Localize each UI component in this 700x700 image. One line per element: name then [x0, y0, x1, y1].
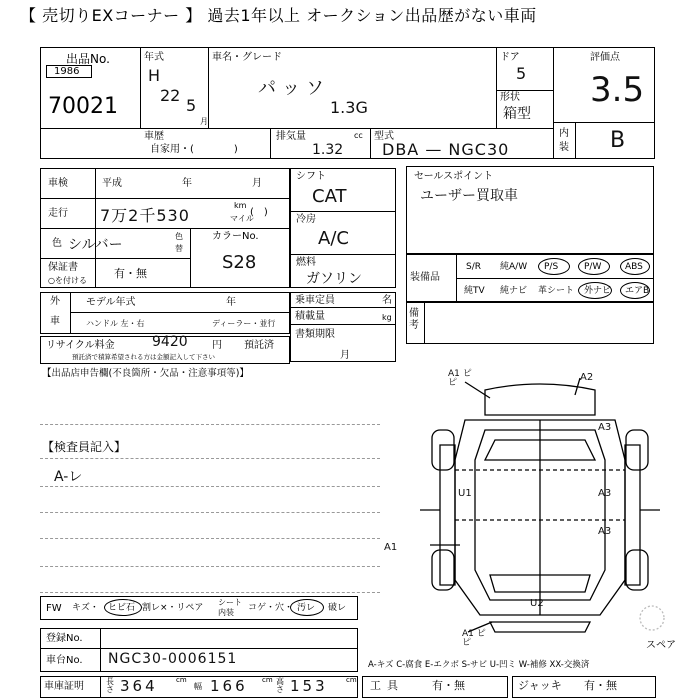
import-label-2: 車 [50, 316, 60, 327]
equip-airbag: エアB [625, 286, 650, 296]
registration-label: 登録No. [46, 633, 83, 644]
aircon-value: A/C [318, 228, 349, 249]
equip-pw: P/W [584, 262, 602, 272]
cert-height: 153 [290, 677, 328, 695]
score-label: 評価点 [590, 52, 620, 63]
mileage-unit-km: km [234, 201, 247, 210]
capacity-label: 乗車定員 [295, 295, 335, 306]
cert-length: 364 [120, 677, 158, 695]
inspection-era: 平成 [102, 178, 122, 189]
door-label: ドア [500, 52, 520, 63]
inspection-month-unit: 月 [252, 178, 262, 189]
color-value: シルバー [68, 237, 123, 253]
color-no-value: S28 [222, 252, 257, 273]
mileage-paren: ( ) [250, 207, 268, 218]
recycle-note: 預託済で積算希望される方は金額記入して下さい [72, 353, 215, 361]
fw-text-2: 割レ×・リペア [142, 603, 204, 613]
import-handle: ハンドル 左・右 [86, 319, 145, 328]
usage-label: 車歴 [144, 131, 164, 142]
fw-label: FW [46, 603, 62, 614]
displacement-unit: cc [354, 131, 363, 140]
cert-width-label: 幅 [194, 682, 202, 691]
displacement-value: 1.32 [312, 142, 344, 158]
name-grade: 1.3G [330, 98, 368, 117]
equip-aw: 純A/W [500, 262, 528, 272]
tools-options: 有・無 [432, 679, 465, 692]
fw-torn: 汚レ [297, 603, 316, 613]
cert-height-unit: cm [346, 676, 357, 684]
year-label: 年式 [144, 52, 164, 63]
equip-abs: ABS [625, 262, 643, 272]
mileage-value: 7万2千530 [100, 206, 190, 225]
load-label: 積載量 [295, 311, 325, 322]
shift-value: CAT [312, 186, 347, 207]
fw-text-1: キズ・ [72, 603, 99, 613]
recycle-label: リサイクル料金 [46, 340, 115, 351]
damage-mark-rear-left: A1 ピピ [462, 629, 486, 648]
year-era: H [148, 66, 161, 85]
year-year: 22 [160, 86, 181, 105]
type-value: DBA — NGC30 [382, 140, 510, 159]
fw-seat-1: シート [218, 598, 242, 607]
recycle-status: 預託済 [244, 340, 274, 351]
equip-navi: 純ナビ [500, 286, 528, 296]
equip-ps: P/S [544, 262, 559, 272]
equip-extnavi: 外ナビ [584, 286, 612, 296]
fw-text-3: コゲ・穴・ [248, 603, 294, 613]
name-label: 車名・グレード [212, 52, 282, 63]
certificate-label: 車庫証明 [44, 681, 84, 692]
inspector-label: 【検査員記入】 [42, 440, 127, 454]
recycle-unit: 円 [212, 340, 222, 351]
equip-sr: S/R [466, 262, 481, 272]
sales-point-value: ユーザー買取車 [420, 188, 518, 204]
spare-label: スペア [646, 640, 676, 651]
sales-point-label: セールスポイント [414, 171, 494, 182]
capacity-unit: 名 [382, 295, 392, 306]
remarks-box [406, 302, 654, 344]
damage-mark-center: U1 [458, 488, 472, 499]
fw-text-4: 破レ [328, 603, 347, 613]
mileage-unit-mile: マイル [230, 214, 254, 223]
door-value: 5 [516, 64, 527, 83]
interior-label-2: 装 [559, 142, 569, 153]
usage-value: 自家用・( ) [150, 144, 238, 155]
import-model-year: モデル年式 [86, 297, 136, 308]
equip-tv: 純TV [464, 286, 485, 296]
damage-mark-left: A1 [384, 542, 398, 553]
interior-value: B [610, 128, 626, 153]
fw-chip: ヒビ石 [108, 603, 136, 613]
year-month: 5 [186, 96, 197, 115]
fuel-value: ガソリン [306, 271, 362, 287]
cert-length-unit: cm [176, 676, 187, 684]
inspector-note: A-レ [54, 469, 83, 485]
import-label-1: 外 [50, 296, 60, 307]
interior-label-1: 内 [559, 128, 569, 139]
lot-number: 70021 [48, 94, 118, 119]
chassis-label: 車台No. [46, 655, 83, 666]
fw-seat-2: 内装 [218, 608, 234, 617]
inspection-year-unit: 年 [182, 178, 192, 189]
cert-height-label: 高さ [276, 677, 284, 694]
year-unit: 月 [200, 117, 208, 126]
inspection-label: 車検 [48, 178, 68, 189]
color-change-2: 替 [175, 244, 183, 253]
aircon-label: 冷房 [296, 214, 316, 225]
jack-options: 有・無 [584, 679, 617, 692]
lot-sub: 1986 [54, 66, 80, 77]
cert-width-unit: cm [262, 676, 273, 684]
color-change-1: 色 [175, 232, 183, 241]
jack-label: ジャッキ [518, 679, 562, 692]
type-label: 型式 [374, 131, 394, 142]
mileage-label: 走行 [48, 208, 68, 219]
cert-length-label: 長さ [106, 677, 114, 694]
warranty-options: 有・無 [114, 267, 147, 280]
header-title: 【 売切りEXコーナー 】 過去1年以上 オークション出品歴がない車両 [20, 6, 537, 25]
damage-legend: A-キズ C-腐食 E-エクボ S-サビ U-凹ミ W-補修 XX-交換済 [368, 660, 590, 670]
damage-mark-right-1: A3 [598, 422, 612, 433]
cert-width: 166 [210, 677, 248, 695]
damage-mark-front-right: A2 [580, 372, 594, 383]
load-unit: kg [382, 313, 392, 322]
doc-deadline-unit: 月 [340, 350, 350, 361]
equipment-label: 装備品 [410, 272, 440, 283]
damage-mark-right-2: A3 [598, 488, 612, 499]
name-model: パッソ [258, 78, 330, 99]
shift-label: シフト [296, 171, 326, 182]
import-year-unit: 年 [226, 297, 236, 308]
equip-leather: 革シート [538, 286, 575, 296]
declaration-label: 【出品店申告欄(不良箇所・欠品・注意事項等)】 [42, 368, 249, 379]
shape-label: 形状 [500, 92, 520, 103]
import-dealer: ディーラー・並行 [212, 319, 276, 328]
doc-deadline-label: 書類期限 [295, 329, 335, 340]
tools-label: 工具 [370, 679, 404, 692]
damage-mark-rear: U2 [530, 598, 544, 609]
warranty-note: ○を付ける [48, 276, 87, 285]
chassis-value: NGC30-0006151 [108, 651, 238, 667]
damage-mark-front-left: A1 ピピ [448, 369, 472, 388]
remarks-label: 備考 [409, 308, 419, 331]
fuel-label: 燃料 [296, 257, 316, 268]
color-no-label: カラーNo. [212, 231, 259, 242]
color-label: 色 [52, 238, 62, 249]
shape-value: 箱型 [503, 106, 531, 122]
warranty-label: 保証書 [48, 262, 78, 273]
score-value: 3.5 [590, 70, 645, 110]
lot-label: 出品No. [66, 52, 110, 66]
recycle-value: 9420 [152, 334, 188, 350]
displacement-label: 排気量 [276, 131, 306, 142]
damage-mark-right-3: A3 [598, 526, 612, 537]
